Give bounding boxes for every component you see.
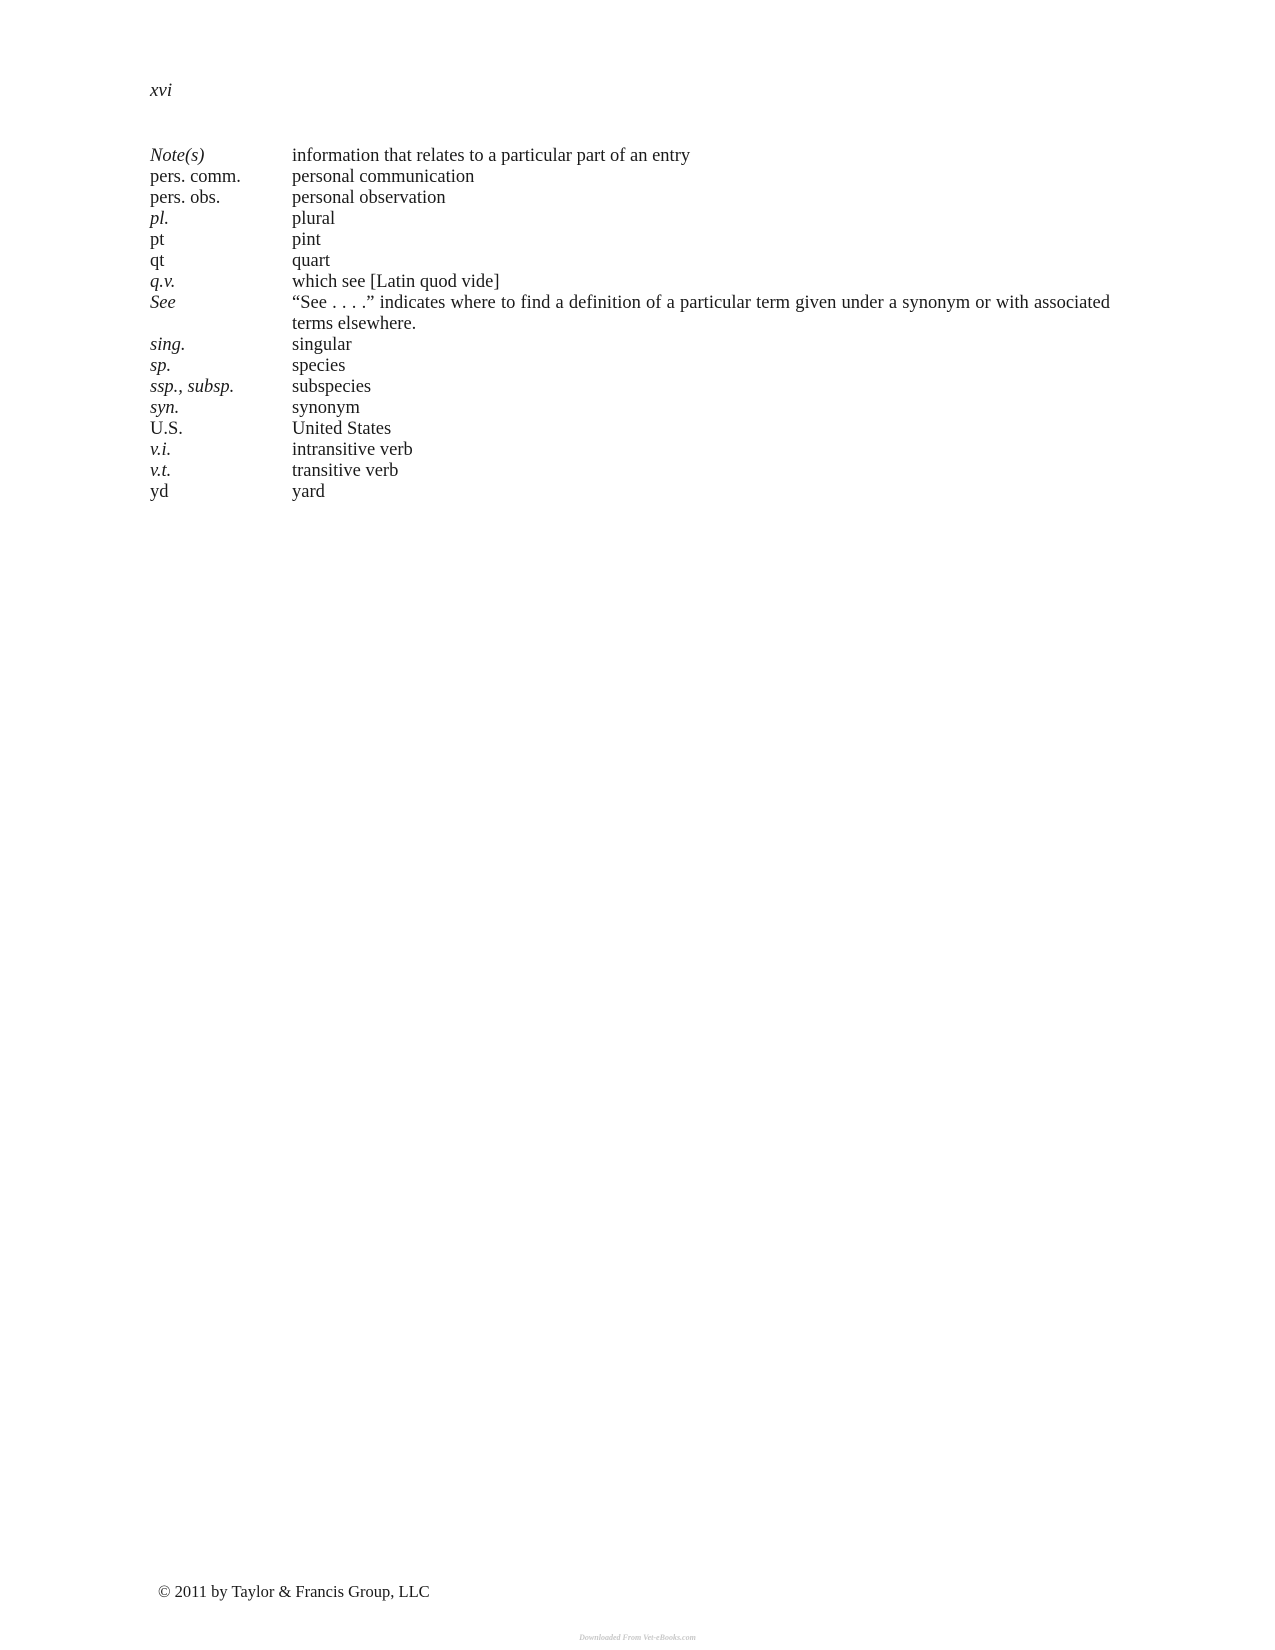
table-row (150, 167, 1110, 188)
abbreviation-term: sing. (150, 335, 186, 355)
abbreviation-definition: intransitive verb (292, 440, 413, 460)
table-row (150, 335, 1110, 356)
abbreviation-term: sp. (150, 356, 172, 376)
abbreviation-definition: subspecies (292, 377, 372, 397)
abbreviation-definition: plural (292, 209, 336, 229)
abbreviation-definition: personal observation (292, 188, 446, 208)
abbreviation-term: Note(s) (150, 146, 205, 166)
table-row (150, 398, 1110, 419)
table-row (150, 377, 1110, 398)
table-row (150, 146, 1110, 167)
table-row (150, 230, 1110, 251)
abbreviation-definition: pint (292, 230, 321, 250)
table-row (150, 419, 1110, 440)
abbreviation-definition: yard (292, 482, 325, 502)
table-row (150, 440, 1110, 461)
abbreviation-definition: information that relates to a particular part of an entry (292, 146, 691, 166)
abbreviation-term: v.i. (150, 440, 172, 460)
table-row (150, 188, 1110, 209)
abbreviation-term: v.t. (150, 461, 172, 481)
copyright-notice: © 2011 by Taylor & Francis Group, LLC (158, 1582, 430, 1601)
table-row (150, 251, 1110, 272)
page-number: xvi (150, 80, 173, 101)
abbreviation-term: pers. obs. (150, 188, 221, 208)
abbreviation-definition: which see [Latin quod vide] (292, 272, 500, 292)
abbreviations-table (150, 146, 1110, 503)
abbreviation-definition: transitive verb (292, 461, 399, 481)
table-row (150, 209, 1110, 230)
abbreviation-term: qt (150, 251, 165, 271)
abbreviation-definition: synonym (292, 398, 360, 418)
abbreviation-definition: singular (292, 335, 352, 355)
abbreviation-term: q.v. (150, 272, 176, 292)
download-watermark: Downloaded From Vet-eBooks.com (579, 1633, 696, 1642)
abbreviation-definition: United States (292, 419, 392, 439)
abbreviation-term: U.S. (150, 419, 183, 439)
table-row (150, 461, 1110, 482)
table-row (150, 356, 1110, 377)
abbreviation-definition: personal communication (292, 167, 475, 187)
abbreviation-term: yd (150, 482, 169, 502)
abbreviation-term: See (150, 293, 176, 313)
abbreviation-definition: “See . . . .” indicates where to find a definition of a particular term given under a synonym or with associated terms elsewhere. (292, 293, 1110, 334)
table-row (150, 482, 1110, 503)
table-row (150, 293, 1110, 335)
table-row (150, 272, 1110, 293)
abbreviation-definition: quart (292, 251, 331, 271)
abbreviation-term: ssp., subsp. (150, 377, 235, 397)
abbreviation-term: pt (150, 230, 165, 250)
abbreviation-term: syn. (150, 398, 180, 418)
abbreviation-term: pl. (150, 209, 170, 229)
abbreviation-definition: species (292, 356, 346, 376)
abbreviation-term: pers. comm. (150, 167, 241, 187)
